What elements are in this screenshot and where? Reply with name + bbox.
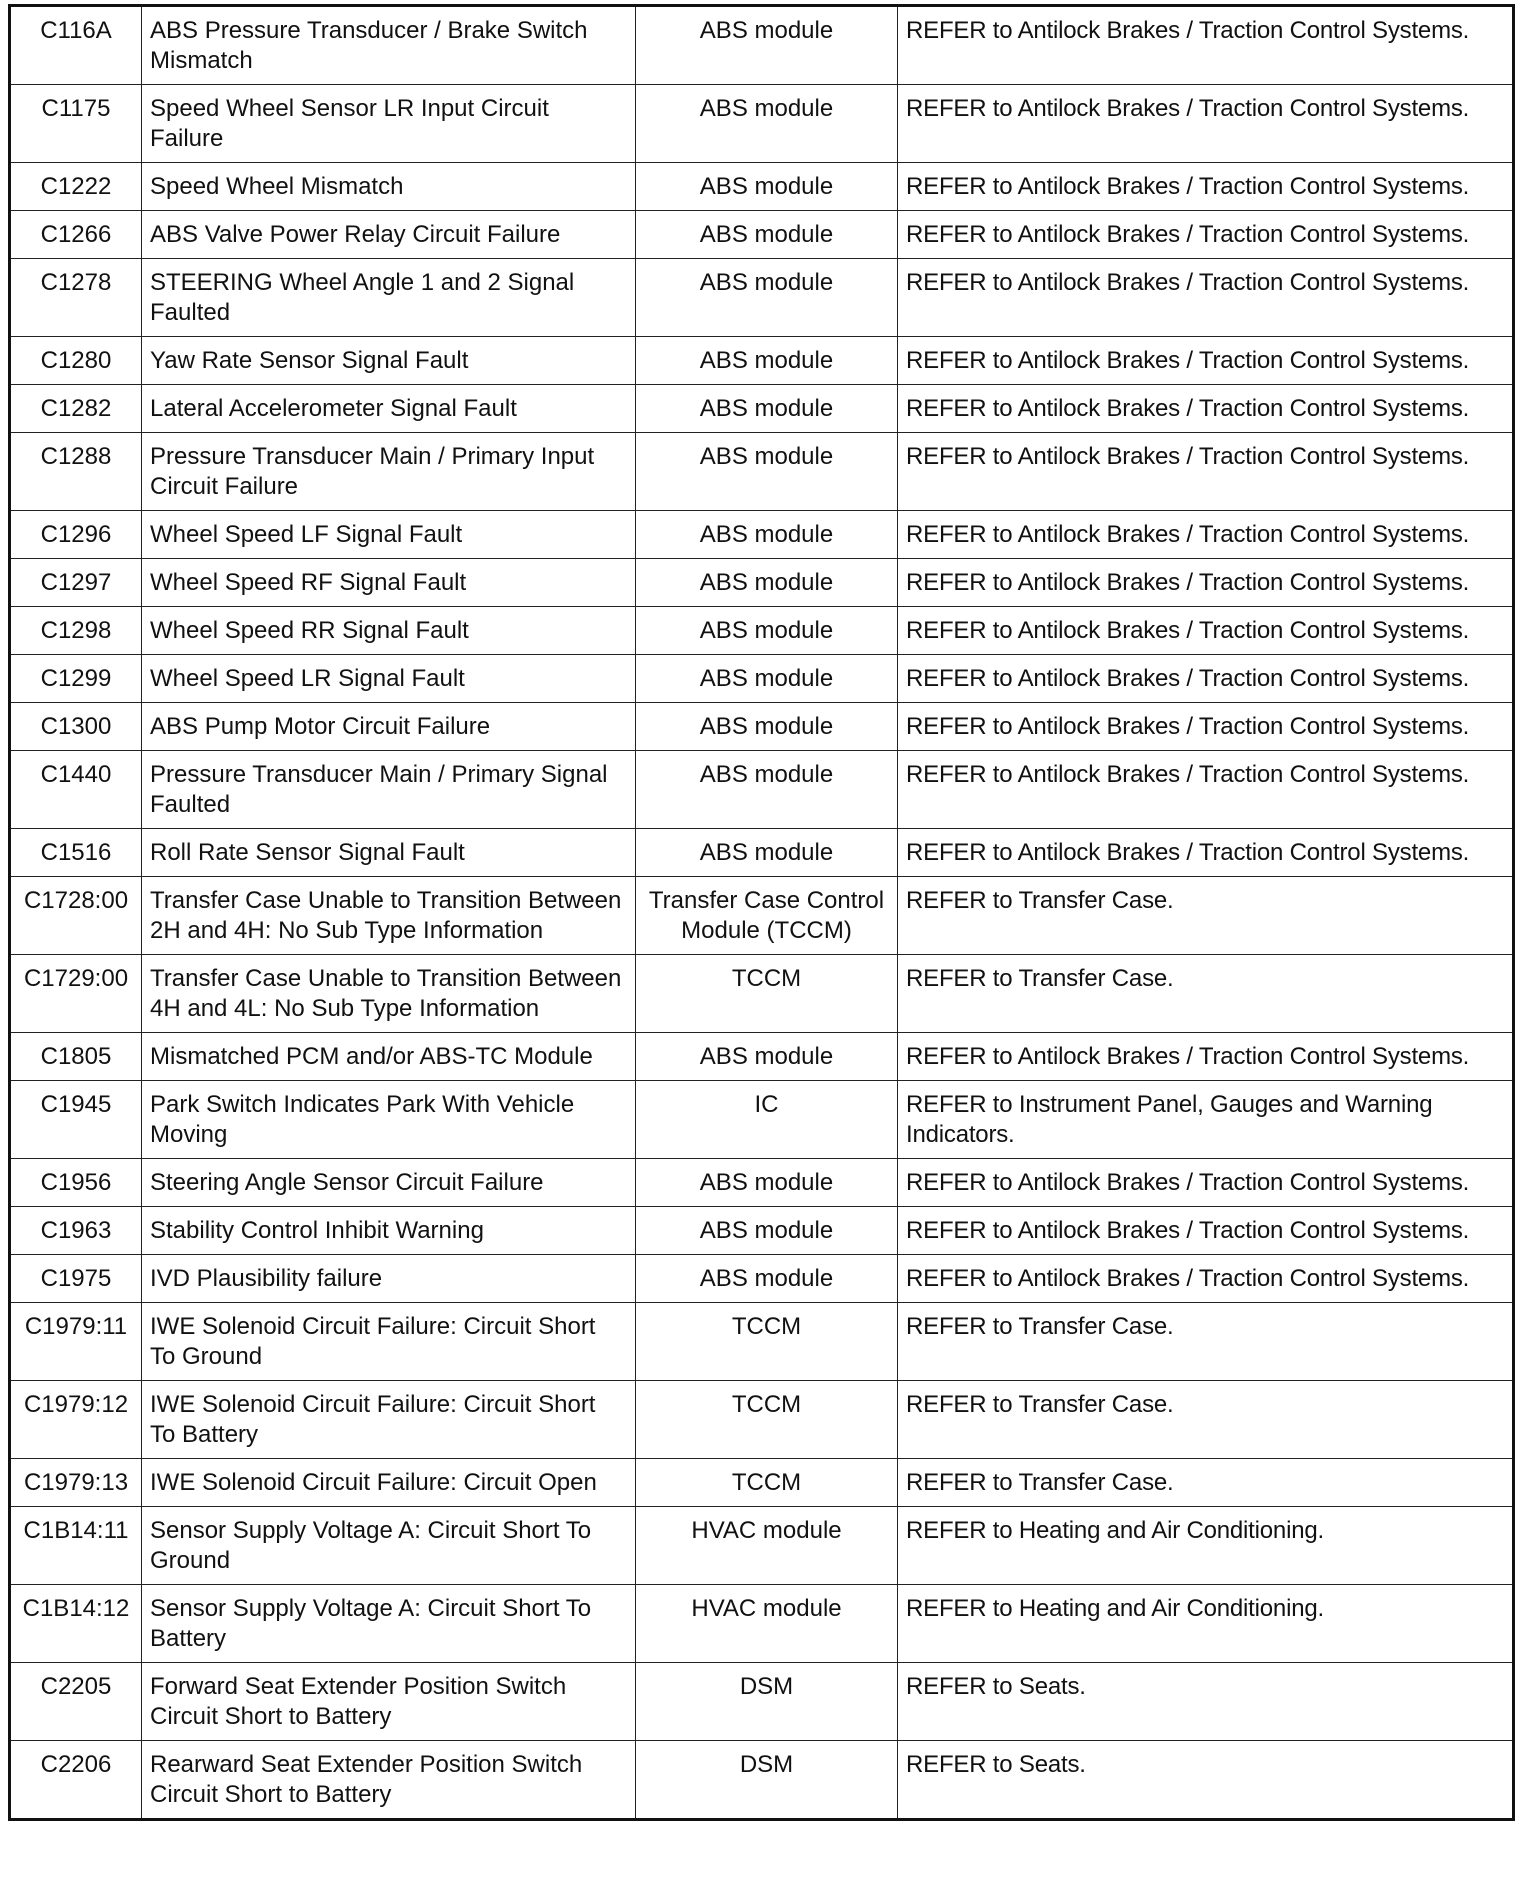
dtc-module-cell: ABS module <box>636 511 898 559</box>
table-row <box>10 1585 1514 1663</box>
table-row <box>10 259 1514 337</box>
dtc-action-cell: REFER to Antilock Brakes / Traction Control Systems. <box>898 433 1514 511</box>
dtc-code-cell: C1728:00 <box>10 877 142 955</box>
dtc-action-cell: REFER to Antilock Brakes / Traction Control Systems. <box>898 1159 1514 1207</box>
dtc-module-cell: DSM <box>636 1663 898 1741</box>
dtc-description-cell: Wheel Speed LR Signal Fault <box>142 655 636 703</box>
dtc-description-cell: Speed Wheel Sensor LR Input Circuit Failure <box>142 85 636 163</box>
table-row <box>10 1459 1514 1507</box>
dtc-description-cell: Pressure Transducer Main / Primary Input Circuit Failure <box>142 433 636 511</box>
table-row <box>10 655 1514 703</box>
table-row <box>10 211 1514 259</box>
dtc-module-cell: ABS module <box>636 1255 898 1303</box>
dtc-description-cell: IWE Solenoid Circuit Failure: Circuit Open <box>142 1459 636 1507</box>
dtc-description-cell: Wheel Speed RF Signal Fault <box>142 559 636 607</box>
table-row <box>10 1741 1514 1820</box>
dtc-action-cell: REFER to Antilock Brakes / Traction Control Systems. <box>898 829 1514 877</box>
table-row <box>10 1207 1514 1255</box>
dtc-action-cell: REFER to Heating and Air Conditioning. <box>898 1585 1514 1663</box>
dtc-code-cell: C116A <box>10 6 142 85</box>
dtc-code-cell: C2205 <box>10 1663 142 1741</box>
table-row <box>10 1081 1514 1159</box>
table-row <box>10 163 1514 211</box>
table-row <box>10 1033 1514 1081</box>
table-row <box>10 6 1514 85</box>
dtc-module-cell: TCCM <box>636 1303 898 1381</box>
dtc-code-cell: C1297 <box>10 559 142 607</box>
dtc-action-cell: REFER to Seats. <box>898 1663 1514 1741</box>
dtc-description-cell: Speed Wheel Mismatch <box>142 163 636 211</box>
dtc-module-cell: TCCM <box>636 955 898 1033</box>
dtc-module-cell: ABS module <box>636 559 898 607</box>
dtc-description-cell: Mismatched PCM and/or ABS-TC Module <box>142 1033 636 1081</box>
dtc-module-cell: ABS module <box>636 1159 898 1207</box>
dtc-action-cell: REFER to Antilock Brakes / Traction Control Systems. <box>898 6 1514 85</box>
dtc-code-cell: C1945 <box>10 1081 142 1159</box>
dtc-action-cell: REFER to Antilock Brakes / Traction Control Systems. <box>898 259 1514 337</box>
dtc-action-cell: REFER to Antilock Brakes / Traction Control Systems. <box>898 559 1514 607</box>
dtc-action-cell: REFER to Antilock Brakes / Traction Control Systems. <box>898 337 1514 385</box>
dtc-action-cell: REFER to Heating and Air Conditioning. <box>898 1507 1514 1585</box>
dtc-module-cell: IC <box>636 1081 898 1159</box>
dtc-code-cell: C1805 <box>10 1033 142 1081</box>
dtc-action-cell: REFER to Antilock Brakes / Traction Control Systems. <box>898 703 1514 751</box>
table-row <box>10 955 1514 1033</box>
dtc-action-cell: REFER to Antilock Brakes / Traction Control Systems. <box>898 751 1514 829</box>
dtc-description-cell: ABS Pressure Transducer / Brake Switch Mismatch <box>142 6 636 85</box>
dtc-description-cell: Steering Angle Sensor Circuit Failure <box>142 1159 636 1207</box>
dtc-table-body <box>10 6 1514 1820</box>
dtc-action-cell: REFER to Antilock Brakes / Traction Control Systems. <box>898 1255 1514 1303</box>
dtc-module-cell: ABS module <box>636 751 898 829</box>
dtc-code-cell: C1729:00 <box>10 955 142 1033</box>
dtc-action-cell: REFER to Antilock Brakes / Traction Control Systems. <box>898 1207 1514 1255</box>
dtc-module-cell: ABS module <box>636 337 898 385</box>
table-row <box>10 877 1514 955</box>
dtc-code-cell: C1B14:11 <box>10 1507 142 1585</box>
dtc-module-cell: TCCM <box>636 1381 898 1459</box>
dtc-description-cell: Wheel Speed RR Signal Fault <box>142 607 636 655</box>
dtc-description-cell: IWE Solenoid Circuit Failure: Circuit Short To Ground <box>142 1303 636 1381</box>
dtc-action-cell: REFER to Instrument Panel, Gauges and Warning Indicators. <box>898 1081 1514 1159</box>
table-row <box>10 751 1514 829</box>
table-row <box>10 511 1514 559</box>
dtc-module-cell: ABS module <box>636 259 898 337</box>
dtc-action-cell: REFER to Transfer Case. <box>898 1381 1514 1459</box>
dtc-code-cell: C1298 <box>10 607 142 655</box>
dtc-action-cell: REFER to Antilock Brakes / Traction Control Systems. <box>898 211 1514 259</box>
table-row <box>10 337 1514 385</box>
dtc-code-cell: C1266 <box>10 211 142 259</box>
table-row <box>10 1303 1514 1381</box>
dtc-code-cell: C1278 <box>10 259 142 337</box>
dtc-description-cell: Transfer Case Unable to Transition Between 4H and 4L: No Sub Type Information <box>142 955 636 1033</box>
table-row <box>10 1159 1514 1207</box>
dtc-module-cell: ABS module <box>636 385 898 433</box>
dtc-code-cell: C1979:12 <box>10 1381 142 1459</box>
table-row <box>10 85 1514 163</box>
dtc-action-cell: REFER to Transfer Case. <box>898 1303 1514 1381</box>
dtc-module-cell: ABS module <box>636 1033 898 1081</box>
dtc-description-cell: ABS Pump Motor Circuit Failure <box>142 703 636 751</box>
table-row <box>10 1663 1514 1741</box>
table-row <box>10 1255 1514 1303</box>
dtc-module-cell: ABS module <box>636 607 898 655</box>
dtc-description-cell: Yaw Rate Sensor Signal Fault <box>142 337 636 385</box>
dtc-module-cell: ABS module <box>636 703 898 751</box>
dtc-code-cell: C1975 <box>10 1255 142 1303</box>
dtc-code-cell: C1979:11 <box>10 1303 142 1381</box>
table-row <box>10 1507 1514 1585</box>
dtc-description-cell: Transfer Case Unable to Transition Between 2H and 4H: No Sub Type Information <box>142 877 636 955</box>
dtc-module-cell: ABS module <box>636 655 898 703</box>
dtc-code-cell: C1979:13 <box>10 1459 142 1507</box>
dtc-description-cell: Pressure Transducer Main / Primary Signal Faulted <box>142 751 636 829</box>
dtc-action-cell: REFER to Transfer Case. <box>898 877 1514 955</box>
dtc-action-cell: REFER to Seats. <box>898 1741 1514 1820</box>
dtc-description-cell: STEERING Wheel Angle 1 and 2 Signal Faulted <box>142 259 636 337</box>
dtc-code-cell: C1288 <box>10 433 142 511</box>
dtc-description-cell: Wheel Speed LF Signal Fault <box>142 511 636 559</box>
dtc-code-cell: C1299 <box>10 655 142 703</box>
dtc-description-cell: Roll Rate Sensor Signal Fault <box>142 829 636 877</box>
dtc-description-cell: Rearward Seat Extender Position Switch Circuit Short to Battery <box>142 1741 636 1820</box>
dtc-code-cell: C1282 <box>10 385 142 433</box>
table-row <box>10 829 1514 877</box>
dtc-code-cell: C2206 <box>10 1741 142 1820</box>
dtc-description-cell: Park Switch Indicates Park With Vehicle Moving <box>142 1081 636 1159</box>
dtc-module-cell: DSM <box>636 1741 898 1820</box>
dtc-module-cell: TCCM <box>636 1459 898 1507</box>
table-row <box>10 1381 1514 1459</box>
dtc-action-cell: REFER to Antilock Brakes / Traction Control Systems. <box>898 607 1514 655</box>
dtc-code-cell: C1280 <box>10 337 142 385</box>
dtc-action-cell: REFER to Antilock Brakes / Traction Control Systems. <box>898 163 1514 211</box>
dtc-description-cell: Stability Control Inhibit Warning <box>142 1207 636 1255</box>
dtc-code-cell: C1440 <box>10 751 142 829</box>
dtc-action-cell: REFER to Antilock Brakes / Traction Control Systems. <box>898 1033 1514 1081</box>
dtc-action-cell: REFER to Transfer Case. <box>898 955 1514 1033</box>
dtc-module-cell: ABS module <box>636 6 898 85</box>
table-row <box>10 385 1514 433</box>
dtc-code-cell: C1300 <box>10 703 142 751</box>
dtc-module-cell: ABS module <box>636 211 898 259</box>
dtc-code-cell: C1296 <box>10 511 142 559</box>
table-row <box>10 607 1514 655</box>
dtc-description-cell: Sensor Supply Voltage A: Circuit Short To Ground <box>142 1507 636 1585</box>
dtc-module-cell: ABS module <box>636 85 898 163</box>
dtc-description-cell: IWE Solenoid Circuit Failure: Circuit Short To Battery <box>142 1381 636 1459</box>
dtc-module-cell: HVAC module <box>636 1585 898 1663</box>
dtc-module-cell: ABS module <box>636 829 898 877</box>
dtc-action-cell: REFER to Antilock Brakes / Traction Control Systems. <box>898 385 1514 433</box>
table-row <box>10 433 1514 511</box>
dtc-description-cell: Sensor Supply Voltage A: Circuit Short To Battery <box>142 1585 636 1663</box>
dtc-action-cell: REFER to Antilock Brakes / Traction Control Systems. <box>898 511 1514 559</box>
dtc-code-cell: C1963 <box>10 1207 142 1255</box>
dtc-module-cell: ABS module <box>636 163 898 211</box>
dtc-module-cell: HVAC module <box>636 1507 898 1585</box>
table-row <box>10 559 1514 607</box>
dtc-action-cell: REFER to Antilock Brakes / Traction Control Systems. <box>898 655 1514 703</box>
dtc-code-cell: C1222 <box>10 163 142 211</box>
dtc-action-cell: REFER to Antilock Brakes / Traction Control Systems. <box>898 85 1514 163</box>
dtc-code-cell: C1516 <box>10 829 142 877</box>
dtc-description-cell: Forward Seat Extender Position Switch Circuit Short to Battery <box>142 1663 636 1741</box>
dtc-description-cell: IVD Plausibility failure <box>142 1255 636 1303</box>
dtc-module-cell: ABS module <box>636 1207 898 1255</box>
dtc-action-cell: REFER to Transfer Case. <box>898 1459 1514 1507</box>
dtc-table <box>8 4 1515 1821</box>
dtc-module-cell: Transfer Case Control Module (TCCM) <box>636 877 898 955</box>
dtc-code-cell: C1956 <box>10 1159 142 1207</box>
table-row <box>10 703 1514 751</box>
dtc-code-cell: C1B14:12 <box>10 1585 142 1663</box>
dtc-code-cell: C1175 <box>10 85 142 163</box>
dtc-description-cell: Lateral Accelerometer Signal Fault <box>142 385 636 433</box>
dtc-description-cell: ABS Valve Power Relay Circuit Failure <box>142 211 636 259</box>
dtc-module-cell: ABS module <box>636 433 898 511</box>
